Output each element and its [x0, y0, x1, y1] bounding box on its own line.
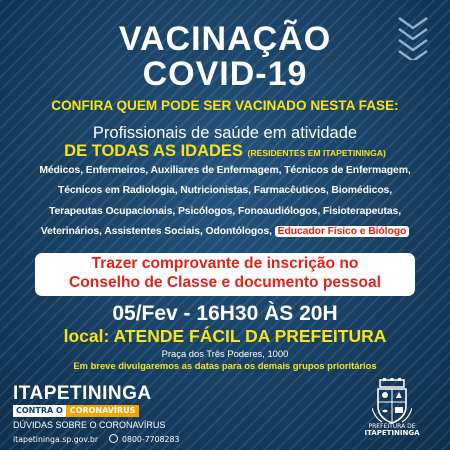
group-line-2 [0, 142, 450, 161]
title-line-2: COVID-19 [142, 55, 308, 93]
campaign-logo [13, 384, 233, 444]
professions-line-4 [0, 226, 450, 237]
seal-line-2: ITAPETININGA [364, 429, 420, 437]
location-label: local: ATENDE FÁCIL DA PREFEITURA [63, 326, 387, 346]
campaign-virus: CORONAVÍRUS [66, 405, 140, 417]
campaign-phone[interactable]: 0800-7708283 [122, 435, 180, 444]
title-line-1: VACINAÇÃO [118, 20, 332, 58]
location-address: Praça dos Três Poderes, 1000 [161, 348, 289, 359]
notice-box [35, 253, 415, 296]
city-coat-of-arms-icon [372, 378, 412, 424]
professions-highlight: Educador Físico e Biólogo [275, 226, 410, 237]
professions-line-3: Terapeutas Ocupacionais, Psicólogos, Fonoaudiólogos, Fisioterapeutas, [48, 206, 402, 217]
campaign-questions: DÚVIDAS SOBRE O CORONAVÍRUS [13, 420, 166, 430]
phone-icon [109, 434, 118, 443]
footnote: Em breve divulgaremos as datas para os demais grupos prioritários [73, 360, 377, 371]
city-seal [362, 378, 422, 444]
campaign-tagline [13, 405, 233, 417]
campaign-city: ITAPETININGA [13, 383, 152, 404]
campaign-contact [13, 434, 233, 444]
seal-line-1: PREFEITURA DE [368, 423, 416, 430]
notice-line-2: Conselho de Classe e documento pessoal [69, 274, 381, 291]
professions-line-4-text: Veterinários, Assistentes Sociais, Odontólogos, [40, 226, 272, 237]
schedule: 05/Fev - 16H30 ÀS 20H [112, 302, 338, 325]
professions-line-1: Médicos, Enfermeiros, Auxiliares de Enfermagem, Técnicos de Enfermagem, [39, 165, 411, 176]
headline: CONFIRA QUEM PODE SER VACINADO NESTA FASE: [51, 98, 399, 113]
professions-line-2: Técnicos em Radiologia, Nutricionistas, Farmacêuticos, Biomédicos, [57, 185, 393, 196]
campaign-contra: CONTRA O [13, 405, 66, 417]
group-ages: DE TODAS AS IDADES [64, 142, 243, 160]
campaign-website[interactable]: itapetininga.sp.gov.br [13, 435, 99, 444]
group-residence-note: (RESIDENTES EM ITAPETININGA) [247, 148, 386, 158]
notice-line-1: Trazer comprovante de inscrição no [91, 255, 359, 272]
group-line-1: Profissionais de saúde em atividade [92, 124, 358, 142]
